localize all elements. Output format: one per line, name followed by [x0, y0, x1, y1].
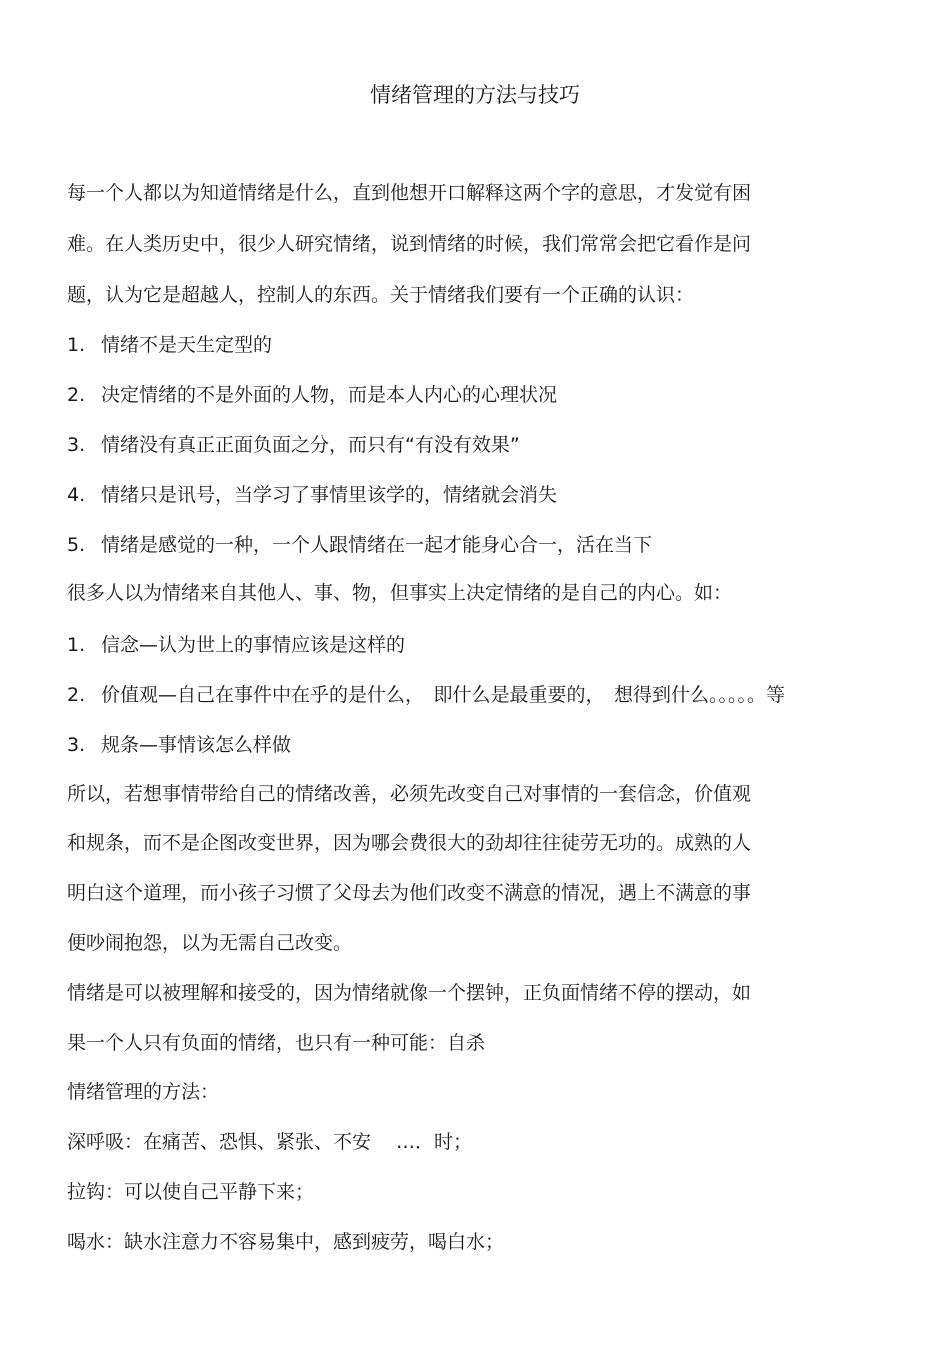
intro-line: 每一个人都以为知道情绪是什么，直到他想开口解释这两个字的意思，才发觉有困: [67, 182, 752, 204]
paragraph-line: 果一个人只有负面的情绪，也只有一种可能：自杀: [67, 1032, 486, 1054]
list-text: 决定情绪的不是外面的人物，而是本人内心的心理状况: [101, 384, 558, 406]
list-text: 情绪只是讯号，当学习了事情里该学的，情绪就会消失: [101, 484, 558, 506]
intro-line: 难。在人类历史中，很少人研究情绪，说到情绪的时候，我们常常会把它看作是问: [67, 233, 752, 255]
list-item: [67, 432, 520, 458]
list-number: 3.: [67, 434, 86, 456]
paragraph: 很多人以为情绪来自其他人、事、物，但事实上决定情绪的是自己的内心。如：: [67, 582, 733, 604]
document-title: 情绪管理的方法与技巧: [370, 83, 580, 107]
list-number: 2.: [67, 384, 86, 406]
list-text: 规条—事情该怎么样做: [101, 734, 292, 756]
paragraph-line: 便吵闹抱怨，以为无需自己改变。: [67, 932, 353, 954]
list-text: 价值观—自己在事件中在乎的是什么， 即什么是最重要的， 想得到什么。。。。。等: [101, 684, 786, 706]
section-heading: 情绪管理的方法：: [67, 1081, 220, 1103]
method-item: 拉钩：可以使自己平静下来；: [67, 1181, 315, 1203]
list-text: 情绪没有真正正面负面之分，而只有“有没有效果”: [101, 434, 520, 456]
paragraph-line: 明白这个道理，而小孩子习惯了父母去为他们改变不满意的情况，遇上不满意的事: [67, 882, 752, 904]
paragraph-line: 情绪是可以被理解和接受的，因为情绪就像一个摆钟，正负面情绪不停的摆动，如: [67, 982, 752, 1004]
list-text: 情绪是感觉的一种，一个人跟情绪在一起才能身心合一，活在当下: [101, 534, 653, 556]
method-item: 深呼吸：在痛苦、恐惧、紧张、不安 …．时；: [67, 1131, 473, 1153]
list-number: 5.: [67, 534, 86, 556]
list-text: 情绪不是天生定型的: [101, 334, 273, 356]
list-text: 信念—认为世上的事情应该是这样的: [101, 634, 406, 656]
list-item: [67, 382, 557, 408]
list-item: [67, 682, 785, 708]
list-item: [67, 482, 557, 508]
method-item: 喝水：缺水注意力不容易集中，感到疲劳，喝白水；: [67, 1231, 505, 1253]
list-number: 4.: [67, 484, 86, 506]
list-item: [67, 632, 405, 658]
list-number: 3.: [67, 734, 86, 756]
list-item: [67, 332, 272, 358]
paragraph-line: 所以，若想事情带给自己的情绪改善，必须先改变自己对事情的一套信念，价值观: [67, 783, 752, 805]
list-item: [67, 732, 291, 758]
list-item: [67, 532, 652, 558]
intro-line: 题，认为它是超越人，控制人的东西。关于情绪我们要有一个正确的认识：: [67, 284, 695, 306]
list-number: 1.: [67, 334, 86, 356]
paragraph-line: 和规条，而不是企图改变世界，因为哪会费很大的劲却往往徒劳无功的。成熟的人: [67, 832, 752, 854]
list-number: 2.: [67, 684, 86, 706]
list-number: 1.: [67, 634, 86, 656]
